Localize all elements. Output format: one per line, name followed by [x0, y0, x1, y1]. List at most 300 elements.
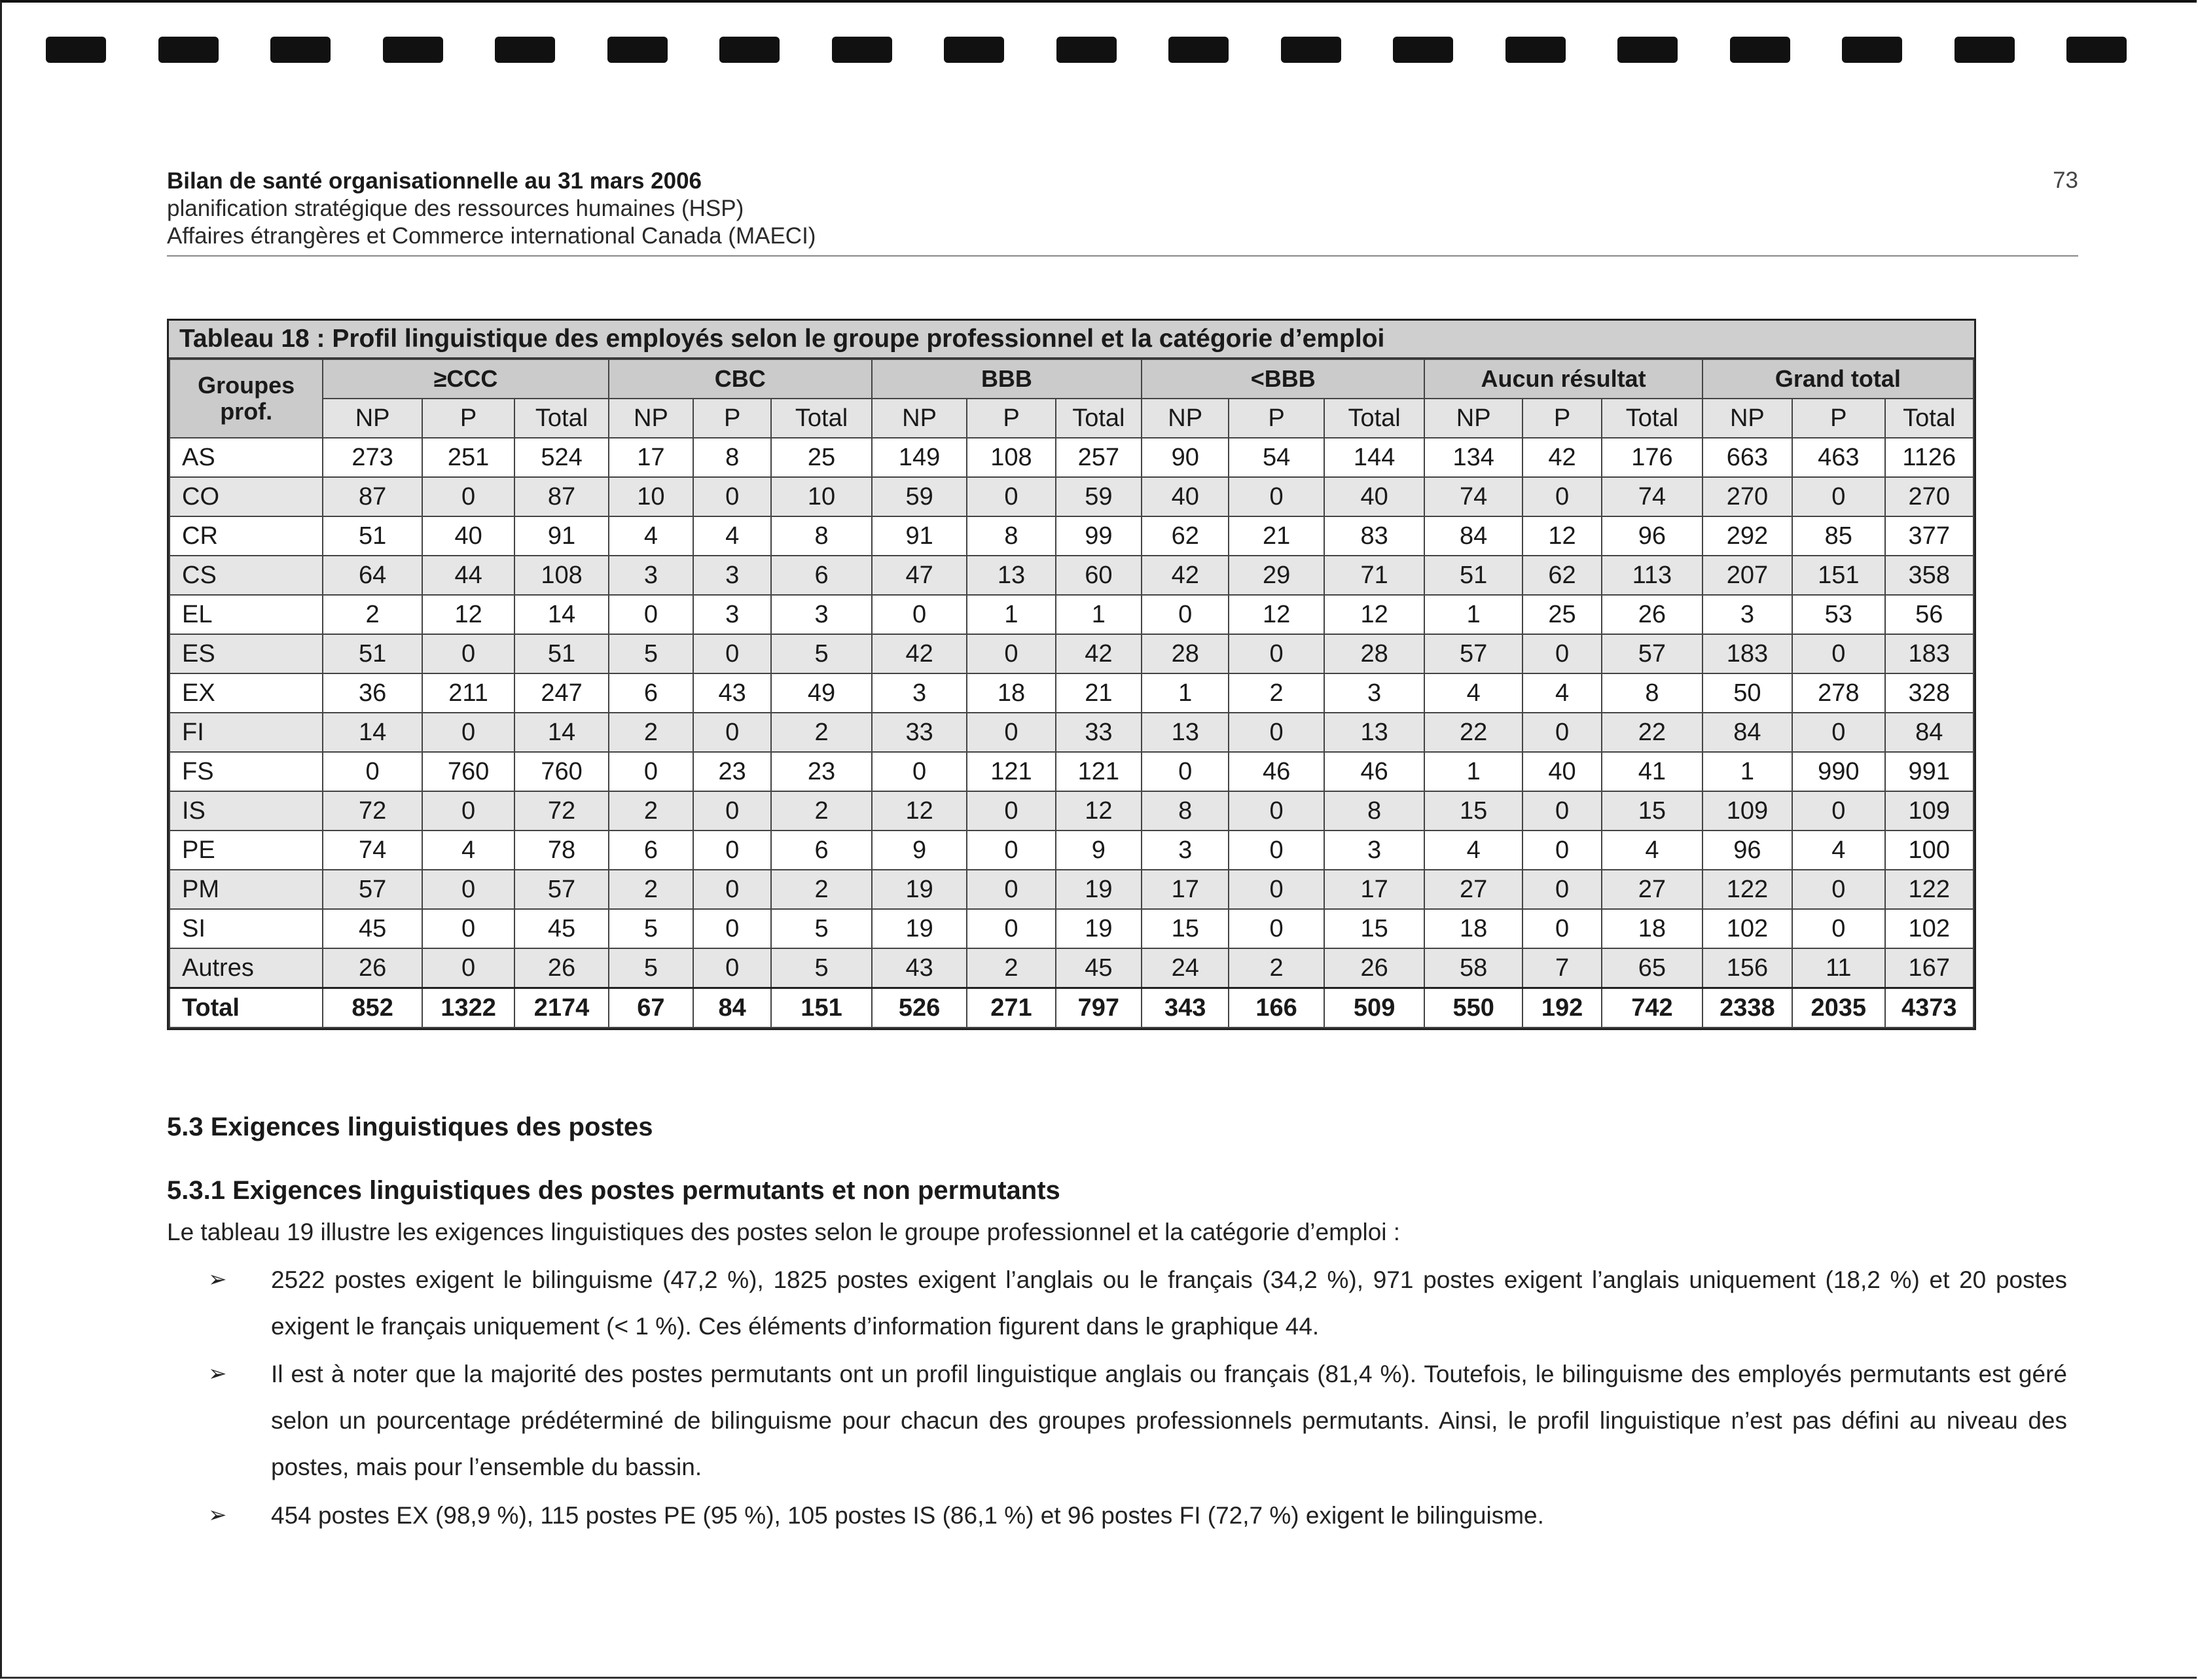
bullet-item — [208, 1351, 2067, 1490]
punch-hole — [1168, 37, 1229, 63]
punch-hole — [1056, 37, 1117, 63]
table-cell: 72 — [514, 791, 608, 831]
sub-header-cell: Total — [1056, 399, 1142, 438]
punch-hole — [719, 37, 780, 63]
table-cell: 0 — [609, 595, 693, 634]
table-cell: 91 — [514, 516, 608, 556]
table-cell: 54 — [1229, 438, 1324, 477]
table-cell: 33 — [872, 713, 967, 752]
arrow-bullet-icon: ➢ — [208, 1503, 227, 1528]
table-cell: 15 — [1602, 791, 1703, 831]
table-cell: 270 — [1703, 477, 1792, 516]
table-cell: 28 — [1324, 634, 1425, 673]
table-cell: 108 — [967, 438, 1055, 477]
sub-header-cell: P — [1792, 399, 1884, 438]
table-cell: 21 — [1056, 673, 1142, 713]
sub-header-row — [170, 399, 1973, 438]
sub-header-cell: P — [1229, 399, 1324, 438]
table-cell: 91 — [872, 516, 967, 556]
table-cell: 74 — [1424, 477, 1522, 516]
table-cell: 27 — [1602, 870, 1703, 909]
table-cell: 40 — [1522, 752, 1602, 791]
table-cell: 6 — [771, 556, 872, 595]
table-cell: 50 — [1703, 673, 1792, 713]
row-group-name: CS — [170, 556, 323, 595]
table-cell: 0 — [422, 870, 514, 909]
table-cell: 292 — [1703, 516, 1792, 556]
table-cell: 15 — [1324, 909, 1425, 948]
table-row — [170, 516, 1973, 556]
table-cell: 183 — [1885, 634, 1974, 673]
row-group-name: FS — [170, 752, 323, 791]
table-cell: 3 — [693, 595, 771, 634]
table-cell: 4 — [1424, 673, 1522, 713]
table-cell: 67 — [609, 988, 693, 1028]
table-cell: 57 — [1424, 634, 1522, 673]
table-cell: 1 — [1424, 752, 1522, 791]
table-cell: 3 — [1142, 831, 1229, 870]
table-cell: 2 — [1229, 948, 1324, 988]
table-cell: 42 — [872, 634, 967, 673]
table-cell: 1 — [1424, 595, 1522, 634]
table-cell: 84 — [1424, 516, 1522, 556]
group-header-ccc: ≥CCC — [323, 359, 608, 399]
row-group-name: Autres — [170, 948, 323, 988]
bullet-item — [208, 1257, 2067, 1349]
table-18 — [167, 319, 1976, 1030]
table-cell: 0 — [1229, 477, 1324, 516]
table-cell: 1322 — [422, 988, 514, 1028]
table-cell: 15 — [1424, 791, 1522, 831]
table-cell: 84 — [1885, 713, 1974, 752]
table-cell: 270 — [1885, 477, 1974, 516]
punch-hole — [1955, 37, 2015, 63]
table-cell: 46 — [1229, 752, 1324, 791]
table-cell: 43 — [693, 673, 771, 713]
bullet-text: Il est à noter que la majorité des postes permutants ont un profil linguistique anglais ou français (81,4 %). Toutefois, le bilinguisme des employés permutants est géré selon un pourcentage prédéterminé de bilinguisme pour chacun des groupes professionnels permutants. Ainsi, le profil linguistique n’est pas défini au niveau des postes, mais pour l’ensemble du bassin. — [271, 1361, 2067, 1480]
punch-hole — [1617, 37, 1678, 63]
table-cell: 463 — [1792, 438, 1884, 477]
table-cell: 13 — [1142, 713, 1229, 752]
table-cell: 343 — [1142, 988, 1229, 1028]
table-cell: 852 — [323, 988, 422, 1028]
row-group-name: CR — [170, 516, 323, 556]
table-cell: 0 — [1792, 713, 1884, 752]
punch-hole — [1842, 37, 1902, 63]
table-cell: 0 — [693, 831, 771, 870]
table-cell: 40 — [1324, 477, 1425, 516]
table-cell: 0 — [693, 909, 771, 948]
table-cell: 0 — [872, 752, 967, 791]
table-cell: 0 — [967, 477, 1055, 516]
table-cell: 12 — [422, 595, 514, 634]
table-cell: 0 — [422, 909, 514, 948]
table-cell: 26 — [1324, 948, 1425, 988]
table-cell: 57 — [1602, 634, 1703, 673]
table-cell: 4 — [609, 516, 693, 556]
table-cell: 0 — [1229, 909, 1324, 948]
table-cell: 14 — [323, 713, 422, 752]
table-cell: 990 — [1792, 752, 1884, 791]
table-cell: 0 — [1142, 752, 1229, 791]
table-cell: 0 — [693, 791, 771, 831]
table-cell: 0 — [323, 752, 422, 791]
table-cell: 742 — [1602, 988, 1703, 1028]
table-cell: 176 — [1602, 438, 1703, 477]
sub-header-cell: NP — [872, 399, 967, 438]
punch-hole — [1393, 37, 1453, 63]
table-cell: 0 — [422, 713, 514, 752]
table-cell: 45 — [1056, 948, 1142, 988]
table-cell: 45 — [514, 909, 608, 948]
punch-hole — [832, 37, 892, 63]
table-cell: 526 — [872, 988, 967, 1028]
table-cell: 17 — [1324, 870, 1425, 909]
table-cell: 19 — [872, 909, 967, 948]
table-row — [170, 752, 1973, 791]
table-cell: 4 — [1522, 673, 1602, 713]
group-header-bbb: BBB — [872, 359, 1142, 399]
table-cell: 0 — [1792, 477, 1884, 516]
table-cell: 22 — [1424, 713, 1522, 752]
table-cell: 0 — [693, 870, 771, 909]
table-cell: 149 — [872, 438, 967, 477]
sub-header-cell: Total — [1602, 399, 1703, 438]
row-group-name: Total — [170, 988, 323, 1028]
table-cell: 0 — [693, 634, 771, 673]
table-cell: 49 — [771, 673, 872, 713]
table-cell: 211 — [422, 673, 514, 713]
table-cell: 27 — [1424, 870, 1522, 909]
table-cell: 29 — [1229, 556, 1324, 595]
table-cell: 5 — [609, 948, 693, 988]
table-cell: 0 — [967, 713, 1055, 752]
table-cell: 78 — [514, 831, 608, 870]
table-cell: 13 — [1324, 713, 1425, 752]
table-cell: 26 — [323, 948, 422, 988]
group-header-cbc: CBC — [609, 359, 872, 399]
table-cell: 4 — [693, 516, 771, 556]
table-cell: 19 — [1056, 870, 1142, 909]
bullet-text: 454 postes EX (98,9 %), 115 postes PE (95 %), 105 postes IS (86,1 %) et 96 postes FI (72,7 %) exigent le bilinguisme. — [271, 1502, 1544, 1529]
table-cell: 0 — [693, 948, 771, 988]
table-cell: 23 — [771, 752, 872, 791]
table-cell: 62 — [1142, 516, 1229, 556]
language-profile-table — [169, 359, 1974, 1028]
table-cell: 4 — [422, 831, 514, 870]
table-row — [170, 477, 1973, 516]
table-cell: 10 — [609, 477, 693, 516]
table-row — [170, 438, 1973, 477]
table-cell: 2 — [609, 713, 693, 752]
sub-header-cell: Total — [514, 399, 608, 438]
table-cell: 102 — [1703, 909, 1792, 948]
section-5-3-title: 5.3 Exigences linguistiques des postes — [167, 1113, 653, 1141]
table-row — [170, 713, 1973, 752]
row-group-name: PE — [170, 831, 323, 870]
table-cell: 40 — [422, 516, 514, 556]
table-cell: 6 — [771, 831, 872, 870]
table-cell: 167 — [1885, 948, 1974, 988]
table-cell: 4 — [1602, 831, 1703, 870]
table-cell: 12 — [872, 791, 967, 831]
group-header-grand-total: Grand total — [1703, 359, 1973, 399]
table-cell: 45 — [323, 909, 422, 948]
punch-hole — [383, 37, 443, 63]
table-cell: 9 — [1056, 831, 1142, 870]
document-title: Bilan de santé organisationnelle au 31 mars 2006 — [167, 168, 702, 194]
table-cell: 25 — [1522, 595, 1602, 634]
table-cell: 0 — [1792, 870, 1884, 909]
table-cell: 13 — [967, 556, 1055, 595]
table-cell: 0 — [1229, 634, 1324, 673]
punch-hole — [158, 37, 219, 63]
table-cell: 0 — [1522, 909, 1602, 948]
table-cell: 64 — [323, 556, 422, 595]
sub-header-cell: NP — [323, 399, 422, 438]
table-cell: 113 — [1602, 556, 1703, 595]
table-cell: 0 — [967, 870, 1055, 909]
table-cell: 96 — [1602, 516, 1703, 556]
table-cell: 0 — [422, 948, 514, 988]
bullet-text: 2522 postes exigent le bilinguisme (47,2 %), 1825 postes exigent l’anglais ou le français (34,2 %), 971 postes exigent l’anglais uniquement (18,2 %) et 20 postes exigent le français uniquement (< 1 %). Ces éléments d’information figurent dans le graphique 44. — [271, 1266, 2067, 1340]
table-cell: 0 — [872, 595, 967, 634]
table-row — [170, 909, 1973, 948]
table-cell: 0 — [967, 831, 1055, 870]
table-cell: 12 — [1229, 595, 1324, 634]
punch-hole — [1730, 37, 1790, 63]
table-cell: 1 — [1056, 595, 1142, 634]
table-cell: 72 — [323, 791, 422, 831]
table-cell: 62 — [1522, 556, 1602, 595]
table-cell: 151 — [771, 988, 872, 1028]
table-cell: 71 — [1324, 556, 1425, 595]
table-cell: 42 — [1142, 556, 1229, 595]
table-cell: 8 — [967, 516, 1055, 556]
table-cell: 36 — [323, 673, 422, 713]
table-cell: 509 — [1324, 988, 1425, 1028]
table-caption: Tableau 18 : Profil linguistique des employés selon le groupe professionnel et la catégorie d’emploi — [169, 321, 1974, 359]
punch-hole — [1505, 37, 1566, 63]
table-row — [170, 673, 1973, 713]
table-cell: 28 — [1142, 634, 1229, 673]
document-subtitle: planification stratégique des ressources humaines (HSP) — [167, 196, 744, 221]
table-cell: 8 — [693, 438, 771, 477]
table-cell: 46 — [1324, 752, 1425, 791]
table-cell: 17 — [609, 438, 693, 477]
table-cell: 0 — [1792, 634, 1884, 673]
table-cell: 14 — [514, 713, 608, 752]
table-cell: 51 — [1424, 556, 1522, 595]
table-cell: 90 — [1142, 438, 1229, 477]
table-cell: 8 — [771, 516, 872, 556]
table-cell: 12 — [1324, 595, 1425, 634]
table-cell: 0 — [693, 477, 771, 516]
table-cell: 3 — [872, 673, 967, 713]
punch-hole — [495, 37, 555, 63]
punch-hole — [1281, 37, 1341, 63]
table-cell: 60 — [1056, 556, 1142, 595]
table-cell: 2 — [771, 791, 872, 831]
table-cell: 760 — [514, 752, 608, 791]
table-row — [170, 634, 1973, 673]
table-cell: 0 — [609, 752, 693, 791]
table-cell: 991 — [1885, 752, 1974, 791]
department-name: Affaires étrangères et Commerce international Canada (MAECI) — [167, 223, 816, 249]
table-cell: 0 — [1522, 831, 1602, 870]
table-row — [170, 948, 1973, 988]
table-cell: 0 — [1792, 791, 1884, 831]
table-cell: 59 — [872, 477, 967, 516]
table-cell: 26 — [514, 948, 608, 988]
table-cell: 25 — [771, 438, 872, 477]
group-header-below-bbb: <BBB — [1142, 359, 1424, 399]
table-cell: 57 — [514, 870, 608, 909]
table-cell: 3 — [1324, 673, 1425, 713]
sub-header-cell: P — [967, 399, 1055, 438]
table-cell: 102 — [1885, 909, 1974, 948]
table-cell: 271 — [967, 988, 1055, 1028]
punch-hole — [270, 37, 331, 63]
table-cell: 12 — [1522, 516, 1602, 556]
table-cell: 0 — [1792, 909, 1884, 948]
table-cell: 83 — [1324, 516, 1425, 556]
table-cell: 8 — [1142, 791, 1229, 831]
table-row — [170, 870, 1973, 909]
table-cell: 0 — [967, 909, 1055, 948]
table-cell: 15 — [1142, 909, 1229, 948]
punch-hole — [944, 37, 1004, 63]
row-group-name: ES — [170, 634, 323, 673]
table-cell: 0 — [1229, 791, 1324, 831]
table-cell: 109 — [1703, 791, 1792, 831]
table-cell: 760 — [422, 752, 514, 791]
bullet-item — [208, 1492, 2067, 1539]
table-cell: 2 — [967, 948, 1055, 988]
table-cell: 87 — [323, 477, 422, 516]
sub-header-cell: P — [1522, 399, 1602, 438]
table-cell: 74 — [323, 831, 422, 870]
table-cell: 65 — [1602, 948, 1703, 988]
table-cell: 166 — [1229, 988, 1324, 1028]
sub-header-cell: P — [422, 399, 514, 438]
table-cell: 192 — [1522, 988, 1602, 1028]
table-cell: 22 — [1602, 713, 1703, 752]
table-row — [170, 595, 1973, 634]
document-header — [167, 168, 2078, 250]
table-cell: 51 — [514, 634, 608, 673]
table-cell: 2174 — [514, 988, 608, 1028]
row-group-name: CO — [170, 477, 323, 516]
table-cell: 2 — [771, 870, 872, 909]
table-cell: 0 — [1142, 595, 1229, 634]
table-cell: 18 — [1602, 909, 1703, 948]
table-cell: 663 — [1703, 438, 1792, 477]
table-cell: 42 — [1522, 438, 1602, 477]
row-group-name: AS — [170, 438, 323, 477]
table-cell: 4 — [1424, 831, 1522, 870]
table-cell: 0 — [422, 634, 514, 673]
table-cell: 17 — [1142, 870, 1229, 909]
table-cell: 1126 — [1885, 438, 1974, 477]
table-cell: 2 — [609, 870, 693, 909]
punch-hole — [46, 37, 106, 63]
table-cell: 74 — [1602, 477, 1703, 516]
table-cell: 3 — [693, 556, 771, 595]
table-cell: 550 — [1424, 988, 1522, 1028]
table-cell: 47 — [872, 556, 967, 595]
table-cell: 0 — [422, 791, 514, 831]
table-row — [170, 791, 1973, 831]
table-cell: 3 — [1703, 595, 1792, 634]
table-cell: 85 — [1792, 516, 1884, 556]
table-cell: 144 — [1324, 438, 1425, 477]
table-cell: 56 — [1885, 595, 1974, 634]
table-cell: 121 — [967, 752, 1055, 791]
table-cell: 1 — [1703, 752, 1792, 791]
table-row — [170, 556, 1973, 595]
table-cell: 0 — [1522, 713, 1602, 752]
table-cell: 2 — [323, 595, 422, 634]
table-cell: 257 — [1056, 438, 1142, 477]
table-cell: 57 — [323, 870, 422, 909]
table-cell: 2 — [1229, 673, 1324, 713]
table-cell: 122 — [1703, 870, 1792, 909]
table-cell: 0 — [1522, 634, 1602, 673]
table-cell: 0 — [1522, 477, 1602, 516]
table-cell: 0 — [422, 477, 514, 516]
table-cell: 109 — [1885, 791, 1974, 831]
table-cell: 11 — [1792, 948, 1884, 988]
table-cell: 59 — [1056, 477, 1142, 516]
table-cell: 2338 — [1703, 988, 1792, 1028]
table-cell: 26 — [1602, 595, 1703, 634]
table-cell: 358 — [1885, 556, 1974, 595]
table-cell: 100 — [1885, 831, 1974, 870]
table-cell: 273 — [323, 438, 422, 477]
table-cell: 328 — [1885, 673, 1974, 713]
table-cell: 53 — [1792, 595, 1884, 634]
table-cell: 377 — [1885, 516, 1974, 556]
table-cell: 0 — [1229, 831, 1324, 870]
table-cell: 51 — [323, 634, 422, 673]
table-cell: 2 — [771, 713, 872, 752]
table-cell: 42 — [1056, 634, 1142, 673]
table-cell: 1 — [1142, 673, 1229, 713]
table-cell: 5 — [609, 909, 693, 948]
table-cell: 0 — [967, 791, 1055, 831]
table-body — [170, 438, 1973, 1028]
table-cell: 99 — [1056, 516, 1142, 556]
table-cell: 5 — [771, 909, 872, 948]
arrow-bullet-icon: ➢ — [208, 1267, 227, 1292]
row-group-name: PM — [170, 870, 323, 909]
table-cell: 43 — [872, 948, 967, 988]
table-cell: 6 — [609, 673, 693, 713]
table-cell: 3 — [771, 595, 872, 634]
sub-header-cell: NP — [1424, 399, 1522, 438]
table-cell: 207 — [1703, 556, 1792, 595]
table-cell: 19 — [872, 870, 967, 909]
table-cell: 4373 — [1885, 988, 1974, 1028]
sub-header-cell: Total — [771, 399, 872, 438]
table-cell: 134 — [1424, 438, 1522, 477]
table-cell: 33 — [1056, 713, 1142, 752]
punch-hole — [2066, 37, 2127, 63]
row-group-name: EL — [170, 595, 323, 634]
table-cell: 6 — [609, 831, 693, 870]
row-group-name: EX — [170, 673, 323, 713]
